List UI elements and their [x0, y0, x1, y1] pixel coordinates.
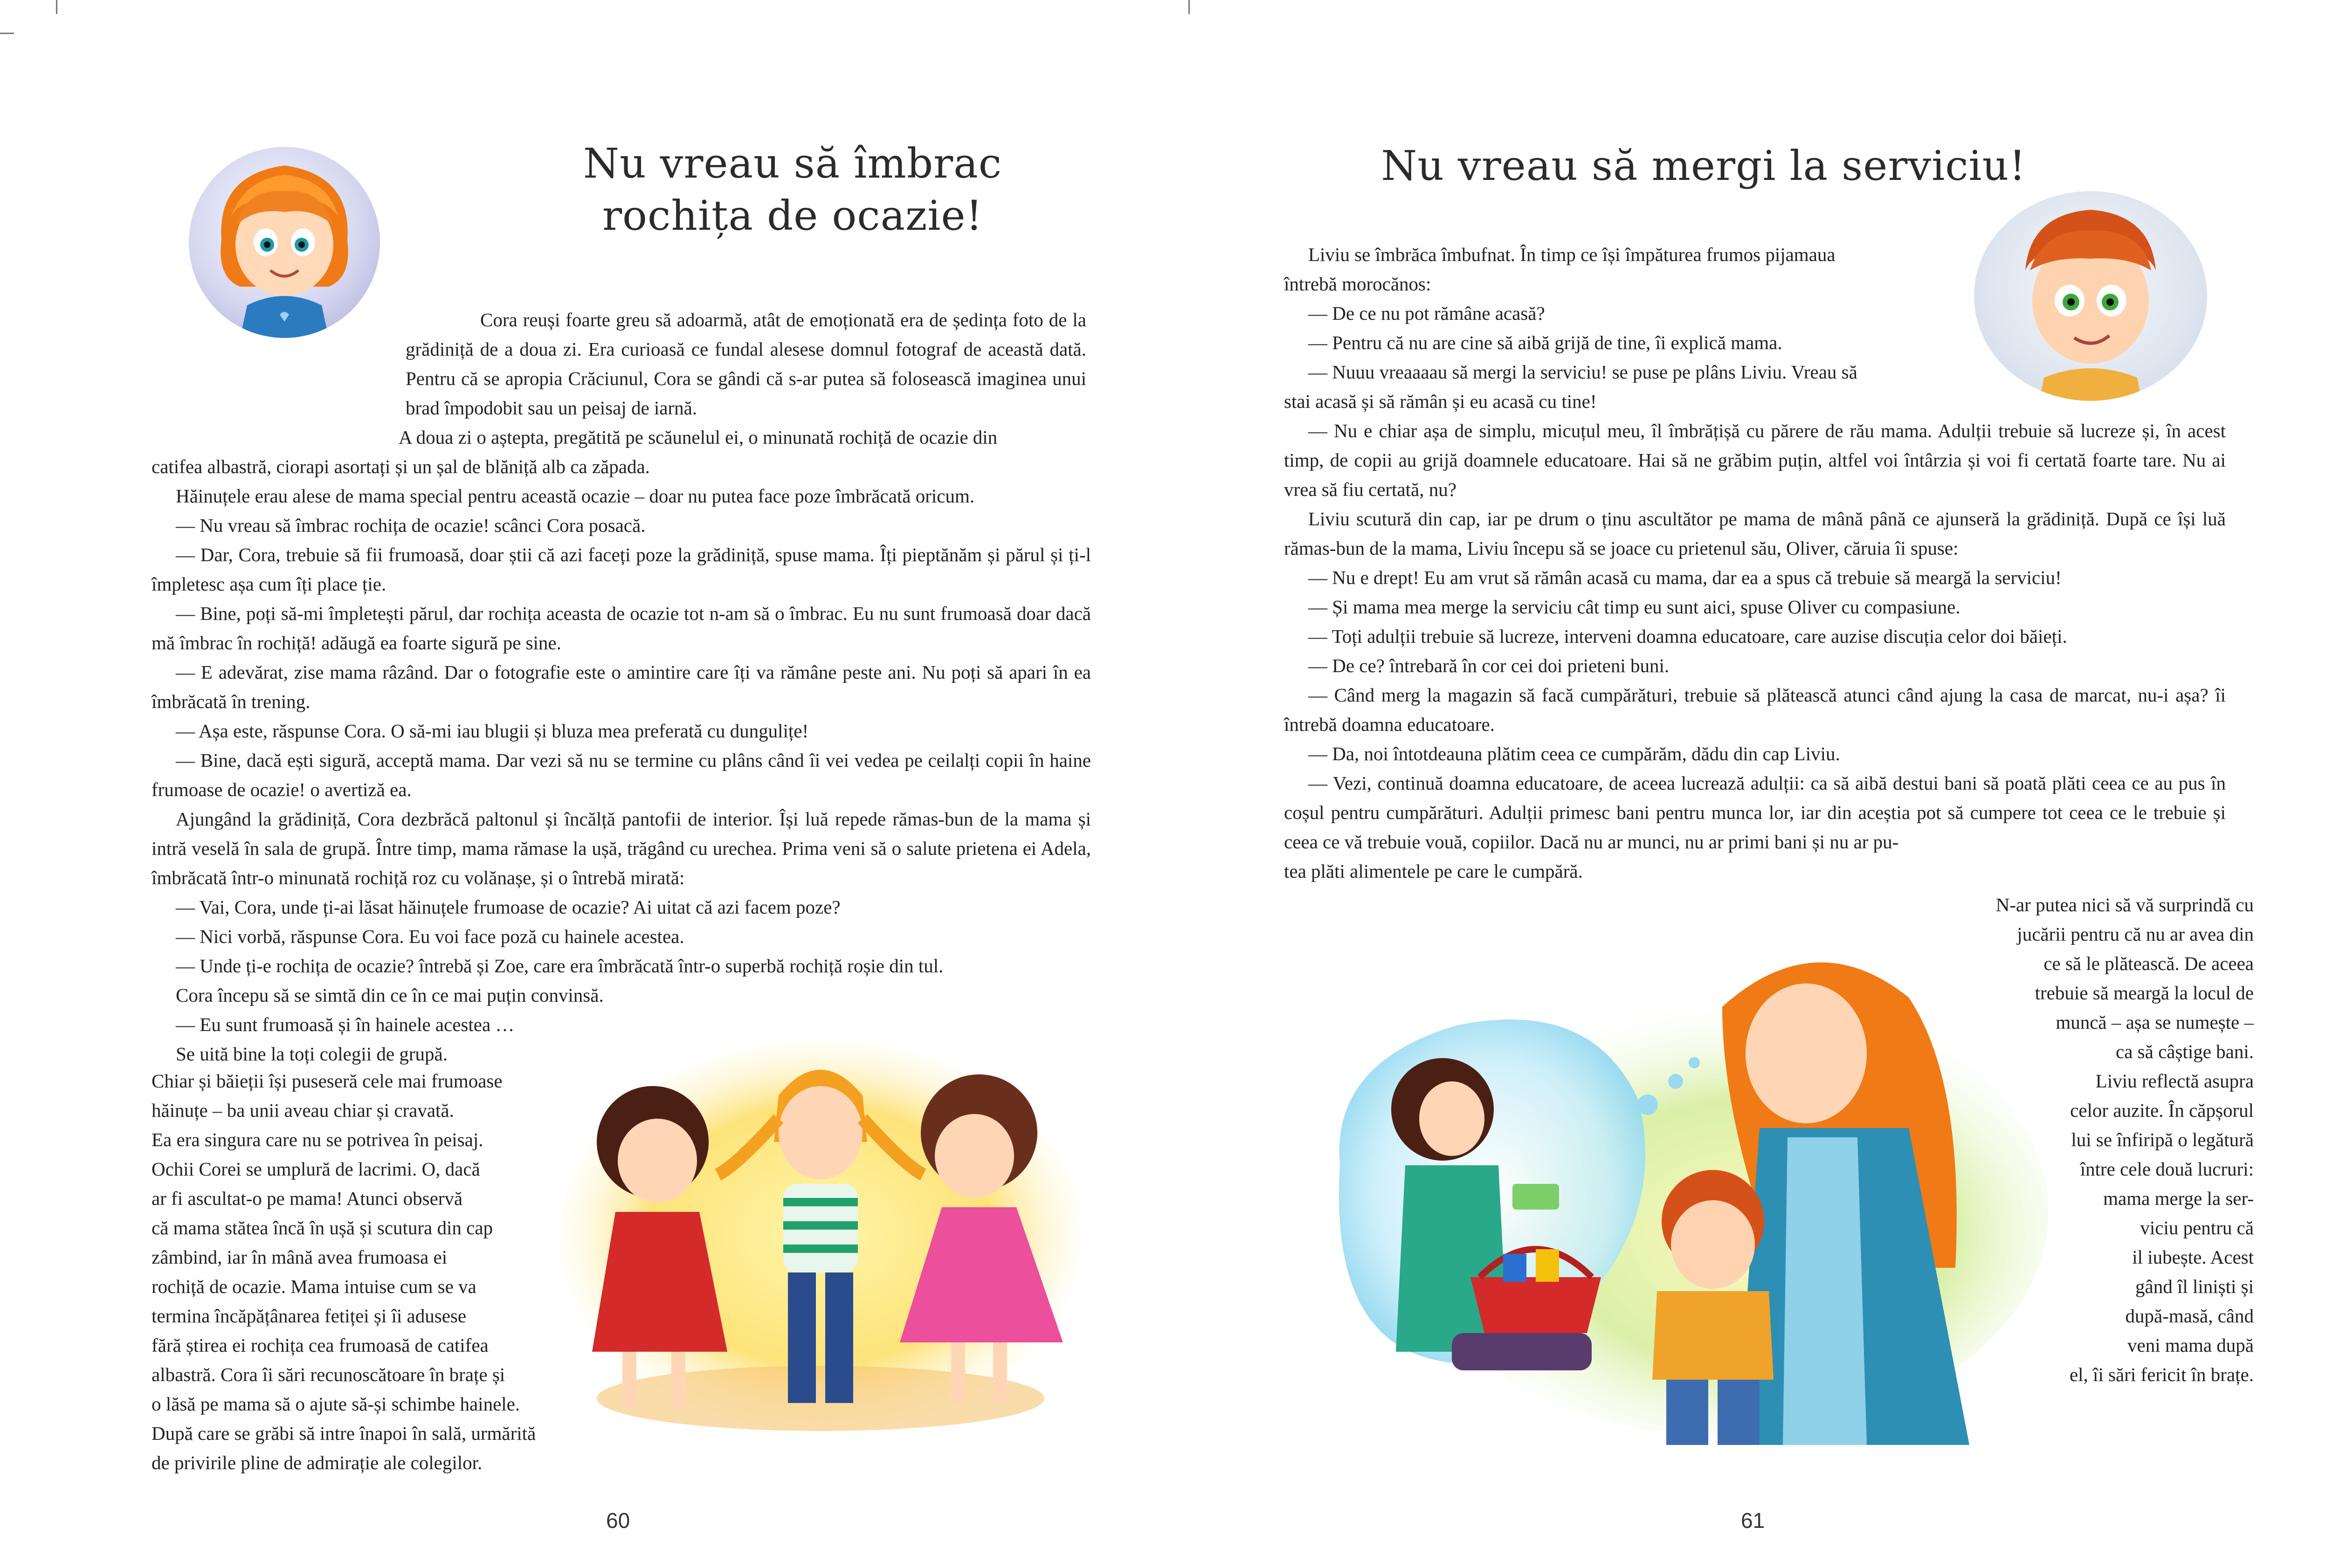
text-line: muncă – așa se numește – — [2056, 1011, 2254, 1033]
text-line: după-masă, când — [2125, 1305, 2254, 1327]
paragraph: — Vezi, continuă doamna educatoare, de aceea lucrează adulții: ca să aibă destui bani să poată plăti ceea ce au pus în coșul pentru cumpărături. Adulții primesc bani pentru munca lor, iar din aceștia pot să cumpere tot ceea ce le trebuie și ceea ce vă trebuie vouă, copiilor. Dacă nu ar munci, nu ar primi bani și nu ar pu- — [1284, 772, 2226, 853]
text-line: jucării pentru că nu ar avea din — [2017, 923, 2254, 945]
paragraph: — Bine, poți să-mi împletești părul, dar rochița aceasta de ocazie tot n-am să o îmbrac. Eu nu sunt frumoasă doar dacă mă îmbrac în rochiță! adăugă ea foarte sigură pe sine. — [152, 603, 1091, 653]
text-line: — Pentru că nu are cine să aibă grijă de tine, îi explică mama. — [1308, 332, 1782, 353]
paragraph: — Vai, Cora, unde ți-ai lăsat hăinuțele frumoase de ocazie? Ai uitat că azi facem poze? — [176, 896, 841, 918]
crop-mark — [1188, 0, 1190, 14]
text-line: albastră. Cora îi sări recunoscătoare în brațe și — [152, 1364, 505, 1385]
cora-portrait — [189, 147, 380, 338]
page-right — [1163, 0, 2326, 1568]
paragraph: Se uită bine la toți colegii de grupă. — [176, 1043, 448, 1065]
text-line: il iubește. Acest — [2132, 1246, 2254, 1268]
page-title — [485, 138, 1100, 242]
text-line: lui se înfiripă o legătură — [2071, 1129, 2254, 1150]
text-line: — Nuuu vreaaaau să mergi la serviciu! se puse pe plâns Liviu. Vreau să — [1308, 361, 1857, 383]
text-line: întrebă morocănos: — [1284, 273, 1431, 295]
paragraph: — Bine, dacă ești sigură, acceptă mama. Dar vezi să nu se termine cu plâns când îi vei vedea pe ceilalți copii în haine frumoase de ocazie! o avertiză ea. — [152, 750, 1091, 800]
paragraph: — De ce? întrebară în cor cei doi prieteni buni. — [1308, 655, 1670, 676]
title-line: rochița de ocazie! — [602, 192, 983, 240]
text-line: rochiță de ocazie. Mama intuise cum se va — [152, 1276, 476, 1297]
paragraph: catifea albastră, ciorapi asortați și un șal de blăniță alb ca zăpada. — [152, 456, 650, 477]
text-line: Liviu se îmbrăca îmbufnat. În timp ce își împăturea frumos pijamaua — [1308, 244, 1836, 265]
text-line: celor auzite. În căpșorul — [2070, 1100, 2254, 1121]
text-line: zâmbind, iar în mână avea frumoasa ei — [152, 1246, 448, 1268]
text-line: veni mama după — [2127, 1334, 2254, 1356]
page-number: 60 — [606, 1508, 630, 1533]
paragraph: Hăinuțele erau alese de mama special pentru această ocazie – doar nu putea face poze îmbrăcată oricum. — [176, 485, 975, 507]
text-line: După care se grăbi să intre înapoi în sală, urmărită — [152, 1423, 536, 1444]
paragraph: — Eu sunt frumoasă și în hainele acestea … — [176, 1014, 515, 1035]
text-line: o lăsă pe mama să o ajute să-și schimbe hainele. — [152, 1393, 520, 1415]
paragraph: — Da, noi întotdeauna plătim ceea ce cumpărăm, dădu din cap Liviu. — [1308, 743, 1840, 764]
paragraph: — E adevărat, zise mama râzând. Dar o fotografie este o amintire care îți va rămâne peste ani. Nu poți să apari în ea îmbrăcată în trening. — [152, 661, 1091, 712]
text-line: Ochii Corei se umplură de lacrimi. O, dacă — [152, 1158, 480, 1180]
text-line: mama merge la ser- — [2103, 1188, 2254, 1209]
text-line: viciu pentru că — [2140, 1217, 2254, 1238]
text-line: de privirile pline de admirație ale colegilor. — [152, 1452, 483, 1473]
story-narrow-text — [152, 1066, 599, 1478]
text-line: Ea era singura care nu se potrivea în peisaj. — [152, 1129, 483, 1150]
title-line: Nu vreau să îmbrac — [583, 139, 1002, 187]
paragraph: Ajungând la grădiniță, Cora dezbrăcă paltonul și încălță pantofii de interior. Își luă repede rămas-bun de la mama și intră veselă în sala de grupă. Între timp, mama rămase la ușă, trăgând cu urechea. Prima veni să o salute prietena ei Adela, îmbrăcată într-o minunată rochiță roz cu volănașe, și o întrebă mirată: — [152, 808, 1091, 888]
boy-face-icon — [1974, 191, 2207, 401]
paragraph: — Toți adulții trebuie să lucreze, interveni doamna educatoare, care auzise discuția celor doi băieți. — [1308, 626, 2067, 647]
text-line: între cele două lucruri: — [2080, 1158, 2254, 1180]
liviu-portrait — [1974, 191, 2207, 401]
text-line: Chiar și băieții își puseseră cele mai frumoase — [152, 1070, 503, 1092]
paragraph: — Și mama mea merge la serviciu cât timp eu sunt aici, spuse Oliver cu compasiune. — [1308, 596, 1960, 618]
paragraph: — Nu e chiar așa de simplu, micuțul meu, îl îmbrățișă cu părere de rău mama. Adulții trebuie să lucreze și, în acest timp, de copii au grijă doamnele educatoare. Hai să ne grăbim puțin, altfel voi întârzia și voi fi certată foarte tare. Nu ai vrea să fiu certată, nu? — [1284, 420, 2226, 500]
paragraph: — Nu vreau să îmbrac rochița de ocazie! scânci Cora posacă. — [176, 515, 646, 536]
story-top-text — [1284, 240, 1983, 416]
girl-face-icon — [189, 147, 380, 338]
text-line: N-ar putea nici să vă surprindă cu — [1995, 894, 2254, 915]
text-line: trebuie să meargă la locul de — [2035, 982, 2254, 1004]
paragraph: — Când merg la magazin să facă cumpărături, trebuie să plătească atunci când ajung la casa de marcat, nu-i așa? îi întrebă doamna educatoare. — [1284, 684, 2226, 735]
three-girls-illustration — [559, 1025, 1096, 1445]
text-line: gând îl liniști și — [2135, 1276, 2254, 1297]
text-line: el, îi sări fericit în brațe. — [2069, 1364, 2254, 1385]
text-line: hăinuțe – ba unii aveau chiar și cravată. — [152, 1100, 454, 1121]
paragraph: Cora reuși foarte greu să adoarmă, atât de emoționată era de ședința foto de la grădiniță de a doua zi. Era curioasă ce fundal alesese domnul fotograf de această dată. Pentru că se apropia Crăciunul, Cora se gândi că s-ar putea să folosească imaginea unui brad împodobit sau un peisaj de iarnă. — [406, 309, 1086, 419]
text-line: ce să le plătească. De aceea — [2043, 953, 2254, 974]
paragraph: Liviu scutură din cap, iar pe drum o ținu ascultător pe mama de mână până ce ajunseră la grădiniță. După ce își luă rămas-bun de la mama, Liviu începu să se joace cu prietenul său, Oliver, căruia îi spuse: — [1284, 508, 2226, 559]
page-title: Nu vreau să mergi la serviciu! — [1381, 142, 2026, 190]
text-line: stai acasă și să rămân și eu acasă cu tine! — [1284, 391, 1597, 412]
story-text — [152, 423, 1091, 1069]
paragraph: A doua zi o aștepta, pregătită pe scăunelul ei, o minunată rochiță de ocazie din — [399, 426, 998, 448]
text-line: termina încăpățânarea fetiței și îi adusese — [152, 1305, 467, 1327]
paragraph: Cora începu să se simtă din ce în ce mai puțin convinsă. — [176, 984, 604, 1006]
page-number: 61 — [1741, 1508, 1765, 1533]
text-line: ca să câștige bani. — [2116, 1041, 2254, 1062]
text-line: — De ce nu pot rămâne acasă? — [1308, 303, 1545, 324]
paragraph: — Unde ți-e rochița de ocazie? întrebă și Zoe, care era îmbrăcată într-o superbă rochiță roșie din tul. — [176, 955, 944, 977]
text-line: fără știrea ei rochița cea frumoasă de catifea — [152, 1334, 489, 1356]
text-line: ar fi ascultat-o pe mama! Atunci observă — [152, 1188, 463, 1209]
crop-mark — [56, 0, 57, 14]
paragraph: — Nu e drept! Eu am vrut să rămân acasă cu mama, dar ea a spus că trebuie să meargă la serviciu! — [1308, 567, 2062, 588]
paragraph: tea plăti alimentele pe care le cumpără. — [1284, 860, 1583, 882]
story-intro — [406, 305, 1086, 423]
text-line: că mama stătea încă în ușă și scutura din cap — [152, 1217, 493, 1238]
paragraph: — Așa este, răspunse Cora. O să-mi iau blugii și bluza mea preferată cu dungulițe! — [176, 720, 809, 742]
crop-mark — [0, 33, 14, 34]
text-line: Liviu reflectă asupra — [2095, 1070, 2254, 1092]
story-ragged-text — [1890, 890, 2254, 1389]
paragraph: — Nici vorbă, răspunse Cora. Eu voi face poză cu hainele acestea. — [176, 926, 684, 947]
story-text — [1284, 416, 2226, 886]
paragraph: — Dar, Cora, trebuie să fii frumoasă, doar știi că azi faceți poze la grădiniță, spuse mama. Îți pieptănăm și părul și ți-l împletesc așa cum îți place ție. — [152, 544, 1091, 595]
